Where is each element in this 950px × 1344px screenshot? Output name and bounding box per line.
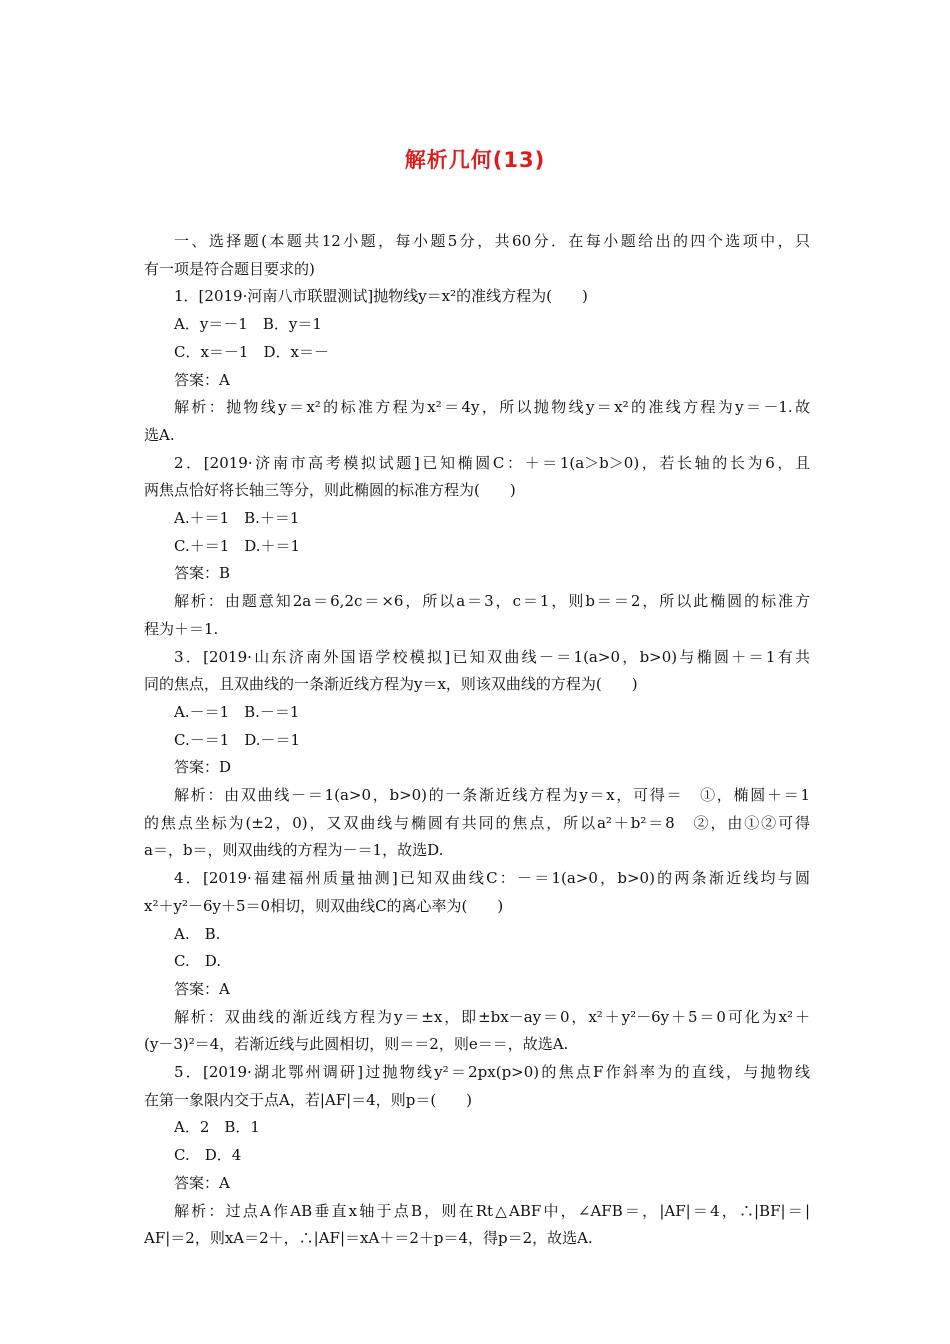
text-line: 解析：抛物线y＝x²的标准方程为x²＝4y，所以抛物线y＝x²的准线方程为y＝－1.故 — [174, 398, 810, 417]
document-title: 解析几何(13) — [404, 148, 546, 172]
text-line: (y－3)²＝4，若渐近线与此圆相切，则＝＝2，则e＝＝，故选A. — [144, 1035, 569, 1054]
text-line: 选A. — [144, 425, 175, 444]
text-line: 解析：由题意知2a＝6,2c＝×6，所以a＝3，c＝1，则b＝＝2，所以此椭圆的标准方 — [174, 592, 810, 611]
text-line: A. B. — [174, 924, 221, 943]
text-line: AF|＝2，则xA＝2＋，∴|AF|＝xA＋＝2＋p＝4，得p＝2，故选A. — [144, 1229, 593, 1248]
text-line: A．2 B．1 — [174, 1118, 260, 1137]
text-line: 程为＋＝1. — [144, 619, 219, 638]
text-line: 有一项是符合题目要求的) — [144, 259, 315, 278]
text-line: 一、选择题(本题共12小题，每小题5分，共60分．在每小题给出的四个选项中，只 — [174, 232, 810, 250]
text-line: 解析：双曲线的渐近线方程为y＝±x，即±bx－ay＝0，x²＋y²－6y＋5＝0可化为x²＋ — [174, 1007, 810, 1026]
text-line: 解析：过点A作AB垂直x轴于点B，则在Rt△ABF中，∠AFB＝，|AF|＝4，∴|BF|＝| — [174, 1201, 810, 1220]
text-line: C.－＝1 D.－＝1 — [174, 730, 301, 749]
text-line: 5．[2019·湖北鄂州调研]过抛物线y²＝2px(p>0)的焦点F作斜率为的直线，与抛物线 — [174, 1063, 810, 1081]
text-line: 3．[2019·山东济南外国语学校模拟]已知双曲线－＝1(a>0，b>0)与椭圆＋＝1有共 — [174, 647, 810, 666]
text-line: C. D．4 — [174, 1146, 242, 1165]
text-line: 答案：A — [174, 370, 230, 389]
text-line: 解析：由双曲线－＝1(a>0，b>0)的一条渐近线方程为y＝x，可得＝ ①，椭圆＋＝1 — [174, 786, 810, 804]
text-line: 同的焦点，且双曲线的一条渐近线方程为y＝x，则该双曲线的方程为( ) — [144, 675, 638, 694]
text-line: C．x＝－1 D．x＝－ — [174, 342, 329, 361]
text-line: A.＋＝1 B.＋＝1 — [174, 509, 300, 527]
text-line: 1．[2019·河南八市联盟测试]抛物线y＝x²的准线方程为( ) — [174, 287, 588, 306]
text-line: 2．[2019·济南市高考模拟试题]已知椭圆C：＋＝1(a＞b＞0)，若长轴的长为6，且 — [174, 453, 810, 472]
text-line: 的焦点坐标为(±2，0)，又双曲线与椭圆有共同的焦点，所以a²＋b²＝8 ②，由①②可得 — [144, 813, 810, 832]
text-line: C. D. — [174, 952, 221, 971]
text-line: x²＋y²－6y＋5＝0相切，则双曲线C的离心率为( ) — [144, 896, 504, 915]
text-line: C.＋＝1 D.＋＝1 — [174, 536, 301, 555]
text-line: 答案：D — [174, 758, 232, 777]
text-line: A．y＝－1 B．y＝1 — [174, 315, 322, 334]
text-line: a＝，b＝，则双曲线的方程为－＝1，故选D. — [144, 841, 444, 860]
text-line: 在第一象限内交于点A，若|AF|＝4，则p＝( ) — [144, 1090, 473, 1109]
text-line: A.－＝1 B.－＝1 — [174, 702, 300, 721]
text-line: 答案：B — [174, 564, 231, 583]
text-line: 答案：A — [174, 979, 230, 998]
text-line: 答案：A — [174, 1173, 230, 1192]
text-line: 两焦点恰好将长轴三等分，则此椭圆的标准方程为( ) — [144, 481, 516, 500]
text-line: 4．[2019·福建福州质量抽测]已知双曲线C：－＝1(a>0，b>0)的两条渐近线均与圆 — [174, 869, 810, 888]
